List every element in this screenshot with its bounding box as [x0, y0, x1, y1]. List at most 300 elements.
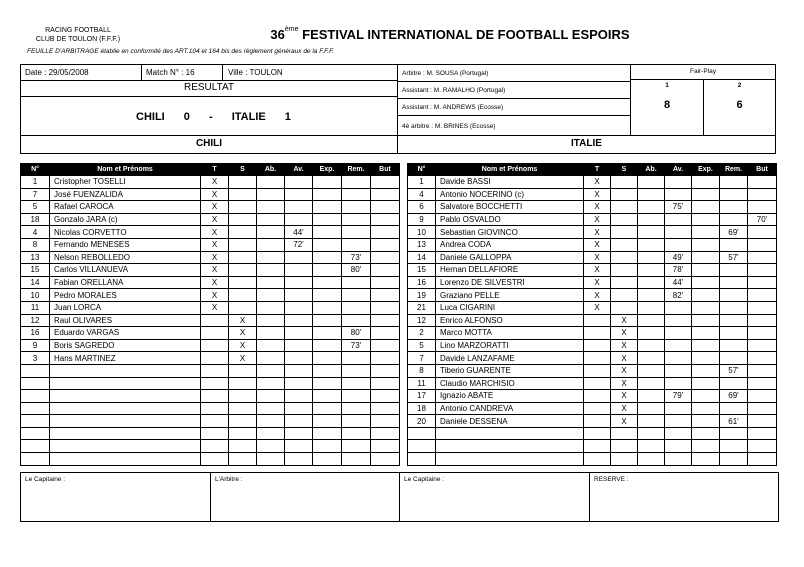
- cell-name: [50, 440, 201, 453]
- table-row: [408, 440, 777, 453]
- col-header-titular: T: [584, 164, 611, 176]
- cell-absent: [257, 314, 285, 327]
- cell-titular: X: [584, 276, 611, 289]
- cell-titular: [584, 415, 611, 428]
- cell-name: Sebastian GIOVINCO: [436, 226, 584, 239]
- cell-titular: [201, 427, 229, 440]
- cell-name: Andrea CODA: [436, 238, 584, 251]
- table-row: [21, 238, 400, 251]
- cell-substitute: X: [229, 314, 257, 327]
- match-city: Ville : TOULON: [228, 68, 283, 77]
- cell-absent: [638, 327, 665, 340]
- cell-titular: [201, 415, 229, 428]
- cell-goal: [371, 352, 400, 365]
- cell-titular: [584, 327, 611, 340]
- cell-goal: [748, 264, 777, 277]
- cell-name: Fabian ORELLANA: [50, 276, 201, 289]
- cell-replacement: [720, 201, 748, 214]
- cell-titular: [584, 314, 611, 327]
- cell-name: Graziano PELLE: [436, 289, 584, 302]
- col-header-replacement: Rem.: [342, 164, 371, 176]
- cell-goal: [371, 314, 400, 327]
- cell-expulsion: [313, 440, 342, 453]
- cell-substitute: [229, 364, 257, 377]
- cell-expulsion: [313, 226, 342, 239]
- cell-expulsion: [313, 352, 342, 365]
- cell-replacement: [720, 188, 748, 201]
- table-row: [408, 364, 777, 377]
- cell-number: 16: [408, 276, 436, 289]
- result-label: RESULTAT: [183, 82, 234, 93]
- cell-warning: [665, 352, 692, 365]
- cell-titular: [584, 339, 611, 352]
- cell-titular: X: [584, 201, 611, 214]
- cell-name: Cristopher TOSELLI: [50, 176, 201, 189]
- cell-titular: X: [584, 188, 611, 201]
- cell-absent: [638, 201, 665, 214]
- col-header-absent: Ab.: [638, 164, 665, 176]
- cell-absent: [638, 427, 665, 440]
- cell-expulsion: [313, 453, 342, 466]
- table-row: [408, 339, 777, 352]
- cell-name: Fernando MENESES: [50, 238, 201, 251]
- cell-absent: [257, 339, 285, 352]
- table-row: [408, 427, 777, 440]
- table-row: [408, 176, 777, 189]
- cell-titular: [584, 352, 611, 365]
- cell-expulsion: [692, 276, 720, 289]
- cell-absent: [257, 352, 285, 365]
- cell-absent: [257, 213, 285, 226]
- table-row: [21, 188, 400, 201]
- col-header-number: N°: [21, 164, 50, 176]
- cell-name: Pedro MORALES: [50, 289, 201, 302]
- table-row: [21, 427, 400, 440]
- cell-number: 3: [21, 352, 50, 365]
- cell-absent: [257, 327, 285, 340]
- cell-replacement: 73': [342, 339, 371, 352]
- cell-substitute: [611, 289, 638, 302]
- col-header-name: Nom et Prénoms: [436, 164, 584, 176]
- cell-substitute: X: [611, 327, 638, 340]
- table-row: [408, 402, 777, 415]
- cell-titular: X: [201, 226, 229, 239]
- match-date: Date : 29/05/2008: [25, 68, 89, 77]
- cell-name: [50, 364, 201, 377]
- cell-absent: [638, 226, 665, 239]
- cell-titular: X: [584, 226, 611, 239]
- cell-substitute: [229, 440, 257, 453]
- cell-absent: [257, 238, 285, 251]
- cell-expulsion: [313, 276, 342, 289]
- cell-titular: [201, 440, 229, 453]
- cell-absent: [638, 453, 665, 466]
- cell-name: Rafael CAROCA: [50, 201, 201, 214]
- cell-goal: [748, 226, 777, 239]
- cell-goal: [748, 352, 777, 365]
- cell-absent: [257, 453, 285, 466]
- table-row: [21, 390, 400, 403]
- table-row: [408, 213, 777, 226]
- cell-absent: [257, 402, 285, 415]
- cell-warning: [285, 415, 313, 428]
- cell-expulsion: [313, 188, 342, 201]
- cell-goal: [748, 377, 777, 390]
- cell-absent: [638, 176, 665, 189]
- cell-goal: [371, 264, 400, 277]
- cell-titular: X: [201, 213, 229, 226]
- cell-replacement: [720, 327, 748, 340]
- cell-replacement: [342, 289, 371, 302]
- cell-titular: X: [201, 301, 229, 314]
- cell-expulsion: [313, 427, 342, 440]
- cell-name: Daniele GALLOPPA: [436, 251, 584, 264]
- col-header-expulsion: Exp.: [692, 164, 720, 176]
- cell-substitute: [611, 201, 638, 214]
- cell-warning: [665, 188, 692, 201]
- cell-number: 12: [408, 314, 436, 327]
- cell-substitute: [229, 213, 257, 226]
- cell-name: Claudio MARCHISIO: [436, 377, 584, 390]
- cell-goal: [371, 327, 400, 340]
- cell-warning: [285, 364, 313, 377]
- cell-absent: [257, 427, 285, 440]
- table-row: [408, 390, 777, 403]
- cell-titular: X: [201, 201, 229, 214]
- cell-titular: [201, 390, 229, 403]
- cell-absent: [257, 201, 285, 214]
- cell-number: 4: [21, 226, 50, 239]
- cell-absent: [638, 264, 665, 277]
- cell-name: [50, 402, 201, 415]
- cell-goal: [371, 276, 400, 289]
- cell-name: [50, 427, 201, 440]
- cell-number: 5: [408, 339, 436, 352]
- cell-number: [408, 440, 436, 453]
- cell-warning: [665, 238, 692, 251]
- cell-goal: [748, 402, 777, 415]
- cell-warning: [665, 415, 692, 428]
- fairplay-label: Fair-Play: [689, 68, 716, 75]
- assistant-1: Assistant : M. RAMALHO (Portugal): [402, 87, 506, 94]
- cell-expulsion: [692, 301, 720, 314]
- cell-replacement: [342, 238, 371, 251]
- cell-goal: [371, 188, 400, 201]
- cell-name: Pablo OSVALDO: [436, 213, 584, 226]
- cell-number: 20: [408, 415, 436, 428]
- cell-substitute: X: [229, 339, 257, 352]
- cell-expulsion: [692, 339, 720, 352]
- cell-titular: [584, 377, 611, 390]
- score-dash: -: [208, 111, 213, 123]
- cell-warning: 44': [665, 276, 692, 289]
- cell-substitute: X: [229, 352, 257, 365]
- cell-substitute: [229, 289, 257, 302]
- cell-warning: [665, 440, 692, 453]
- cell-number: 9: [408, 213, 436, 226]
- cell-substitute: [229, 251, 257, 264]
- table-row: [408, 314, 777, 327]
- cell-warning: [665, 427, 692, 440]
- cell-substitute: X: [611, 377, 638, 390]
- cell-substitute: [229, 377, 257, 390]
- cell-warning: [285, 188, 313, 201]
- cell-absent: [257, 276, 285, 289]
- cell-warning: [285, 453, 313, 466]
- cell-replacement: [342, 440, 371, 453]
- referee: Arbitre : M. SOUSA (Portugal): [402, 70, 489, 77]
- cell-substitute: [611, 176, 638, 189]
- cell-substitute: [611, 301, 638, 314]
- cell-number: 19: [408, 289, 436, 302]
- cell-replacement: [720, 440, 748, 453]
- cell-warning: [285, 289, 313, 302]
- organizer-line-1: RACING FOOTBALL: [45, 27, 111, 34]
- cell-goal: [748, 201, 777, 214]
- cell-goal: [748, 415, 777, 428]
- cell-expulsion: [692, 390, 720, 403]
- cell-replacement: [342, 176, 371, 189]
- title-text: FESTIVAL INTERNATIONAL DE FOOTBALL ESPOIRS: [302, 27, 630, 42]
- cell-name: Juan LORCA: [50, 301, 201, 314]
- cell-warning: [285, 440, 313, 453]
- cell-expulsion: [692, 176, 720, 189]
- cell-warning: [285, 402, 313, 415]
- cell-substitute: [611, 453, 638, 466]
- cell-warning: [285, 176, 313, 189]
- cell-number: 5: [21, 201, 50, 214]
- cell-substitute: [229, 427, 257, 440]
- cell-absent: [638, 289, 665, 302]
- cell-number: [21, 390, 50, 403]
- table-row: [21, 289, 400, 302]
- cell-substitute: [229, 201, 257, 214]
- cell-replacement: [720, 238, 748, 251]
- cell-expulsion: [313, 415, 342, 428]
- cell-replacement: 57': [720, 251, 748, 264]
- cell-substitute: X: [229, 327, 257, 340]
- table-row: [21, 264, 400, 277]
- cell-number: [21, 415, 50, 428]
- cell-number: 13: [408, 238, 436, 251]
- cell-absent: [638, 251, 665, 264]
- cell-goal: [371, 364, 400, 377]
- cell-goal: [371, 201, 400, 214]
- team2-score: 1: [284, 111, 291, 123]
- reserve-label: RESERVE :: [594, 476, 629, 483]
- cell-warning: [285, 213, 313, 226]
- cell-titular: X: [201, 264, 229, 277]
- cell-absent: [638, 213, 665, 226]
- table-row: [21, 415, 400, 428]
- cell-expulsion: [692, 364, 720, 377]
- cell-substitute: [611, 213, 638, 226]
- cell-warning: [285, 427, 313, 440]
- cell-warning: [285, 339, 313, 352]
- cell-number: [408, 453, 436, 466]
- assistant-2: Assistant : M. ANDREWS (Ecosse): [402, 104, 504, 111]
- cell-absent: [257, 289, 285, 302]
- cell-expulsion: [313, 327, 342, 340]
- cell-substitute: [229, 415, 257, 428]
- cell-goal: [748, 390, 777, 403]
- cell-warning: [285, 314, 313, 327]
- cell-expulsion: [692, 289, 720, 302]
- cell-name: Carlos VILLANUEVA: [50, 264, 201, 277]
- cell-warning: [285, 352, 313, 365]
- cell-titular: X: [584, 301, 611, 314]
- cell-expulsion: [692, 440, 720, 453]
- cell-replacement: 61': [720, 415, 748, 428]
- cell-substitute: X: [611, 402, 638, 415]
- cell-titular: X: [584, 238, 611, 251]
- cell-number: [21, 377, 50, 390]
- cell-number: 8: [408, 364, 436, 377]
- cell-warning: [665, 402, 692, 415]
- roster-table-chili: [20, 163, 400, 466]
- cell-substitute: X: [611, 339, 638, 352]
- cell-replacement: [342, 415, 371, 428]
- col-header-warning: Av.: [285, 164, 313, 176]
- cell-goal: [371, 176, 400, 189]
- cell-substitute: [229, 276, 257, 289]
- col-header-warning: Av.: [665, 164, 692, 176]
- match-number: Match N° : 16: [146, 68, 195, 77]
- cell-goal: [371, 402, 400, 415]
- cell-goal: [371, 390, 400, 403]
- cell-goal: [748, 276, 777, 289]
- title-superscript: ème: [284, 26, 299, 33]
- cell-goal: [371, 427, 400, 440]
- cell-expulsion: [313, 301, 342, 314]
- title-number: 36: [270, 27, 285, 42]
- cell-goal: [371, 213, 400, 226]
- cell-warning: [665, 327, 692, 340]
- cell-expulsion: [313, 201, 342, 214]
- col-header-expulsion: Exp.: [313, 164, 342, 176]
- cell-replacement: [342, 352, 371, 365]
- cell-replacement: [342, 377, 371, 390]
- cell-replacement: [720, 213, 748, 226]
- cell-expulsion: [692, 415, 720, 428]
- cell-titular: X: [584, 213, 611, 226]
- col-header-goal: But: [371, 164, 400, 176]
- cell-number: 9: [21, 339, 50, 352]
- cell-replacement: [720, 264, 748, 277]
- cell-replacement: [342, 364, 371, 377]
- roster-table-italie: [407, 163, 777, 466]
- cell-titular: X: [584, 264, 611, 277]
- cell-absent: [257, 264, 285, 277]
- cell-substitute: [611, 251, 638, 264]
- cell-number: 1: [408, 176, 436, 189]
- table-row: [408, 201, 777, 214]
- cell-replacement: [720, 301, 748, 314]
- cell-number: [408, 427, 436, 440]
- team1-heading: CHILI: [195, 138, 223, 149]
- cell-titular: [201, 364, 229, 377]
- table-row: [21, 314, 400, 327]
- cell-replacement: [720, 453, 748, 466]
- cell-warning: 72': [285, 238, 313, 251]
- cell-number: 6: [408, 201, 436, 214]
- table-row: [21, 251, 400, 264]
- cell-number: [21, 402, 50, 415]
- cell-replacement: [342, 314, 371, 327]
- cell-substitute: X: [611, 415, 638, 428]
- cell-name: [436, 440, 584, 453]
- cell-expulsion: [313, 339, 342, 352]
- cell-warning: 82': [665, 289, 692, 302]
- cell-absent: [257, 251, 285, 264]
- col-header-titular: T: [201, 164, 229, 176]
- cell-expulsion: [313, 289, 342, 302]
- cell-number: 1: [21, 176, 50, 189]
- cell-substitute: [229, 226, 257, 239]
- cell-name: José FUENZALIDA: [50, 188, 201, 201]
- table-row: [21, 276, 400, 289]
- cell-expulsion: [692, 352, 720, 365]
- table-row: [408, 352, 777, 365]
- table-row: [21, 364, 400, 377]
- cell-replacement: [720, 176, 748, 189]
- cell-titular: X: [201, 176, 229, 189]
- roster-header-row: [21, 164, 400, 176]
- cell-warning: 78': [665, 264, 692, 277]
- cell-titular: [201, 377, 229, 390]
- cell-replacement: [342, 301, 371, 314]
- cell-titular: [584, 402, 611, 415]
- cell-number: 14: [21, 276, 50, 289]
- cell-replacement: [720, 314, 748, 327]
- cell-name: Antonio NOCERINO (c): [436, 188, 584, 201]
- cell-replacement: [720, 289, 748, 302]
- table-row: [408, 453, 777, 466]
- cell-substitute: [229, 264, 257, 277]
- page-title: [220, 27, 680, 42]
- cell-expulsion: [692, 453, 720, 466]
- cell-number: 7: [21, 188, 50, 201]
- table-row: [408, 289, 777, 302]
- col-header-replacement: Rem.: [720, 164, 748, 176]
- cell-titular: X: [584, 251, 611, 264]
- cell-number: [21, 453, 50, 466]
- cell-absent: [638, 364, 665, 377]
- cell-expulsion: [313, 377, 342, 390]
- cell-titular: [584, 440, 611, 453]
- cell-number: 17: [408, 390, 436, 403]
- cell-number: 2: [408, 327, 436, 340]
- referee-signature-label: L'Arbitre :: [215, 476, 243, 483]
- cell-expulsion: [313, 251, 342, 264]
- cell-titular: [584, 390, 611, 403]
- cell-expulsion: [692, 226, 720, 239]
- cell-warning: [285, 264, 313, 277]
- cell-titular: [201, 402, 229, 415]
- table-row: [408, 264, 777, 277]
- cell-substitute: [611, 427, 638, 440]
- cell-goal: [748, 327, 777, 340]
- cell-substitute: [611, 264, 638, 277]
- cell-name: [436, 453, 584, 466]
- cell-name: Ignazio ABATE: [436, 390, 584, 403]
- cell-number: 10: [21, 289, 50, 302]
- cell-substitute: [229, 453, 257, 466]
- fairplay-1-value: 8: [663, 99, 671, 111]
- cell-expulsion: [692, 377, 720, 390]
- cell-replacement: [342, 276, 371, 289]
- cell-substitute: [611, 440, 638, 453]
